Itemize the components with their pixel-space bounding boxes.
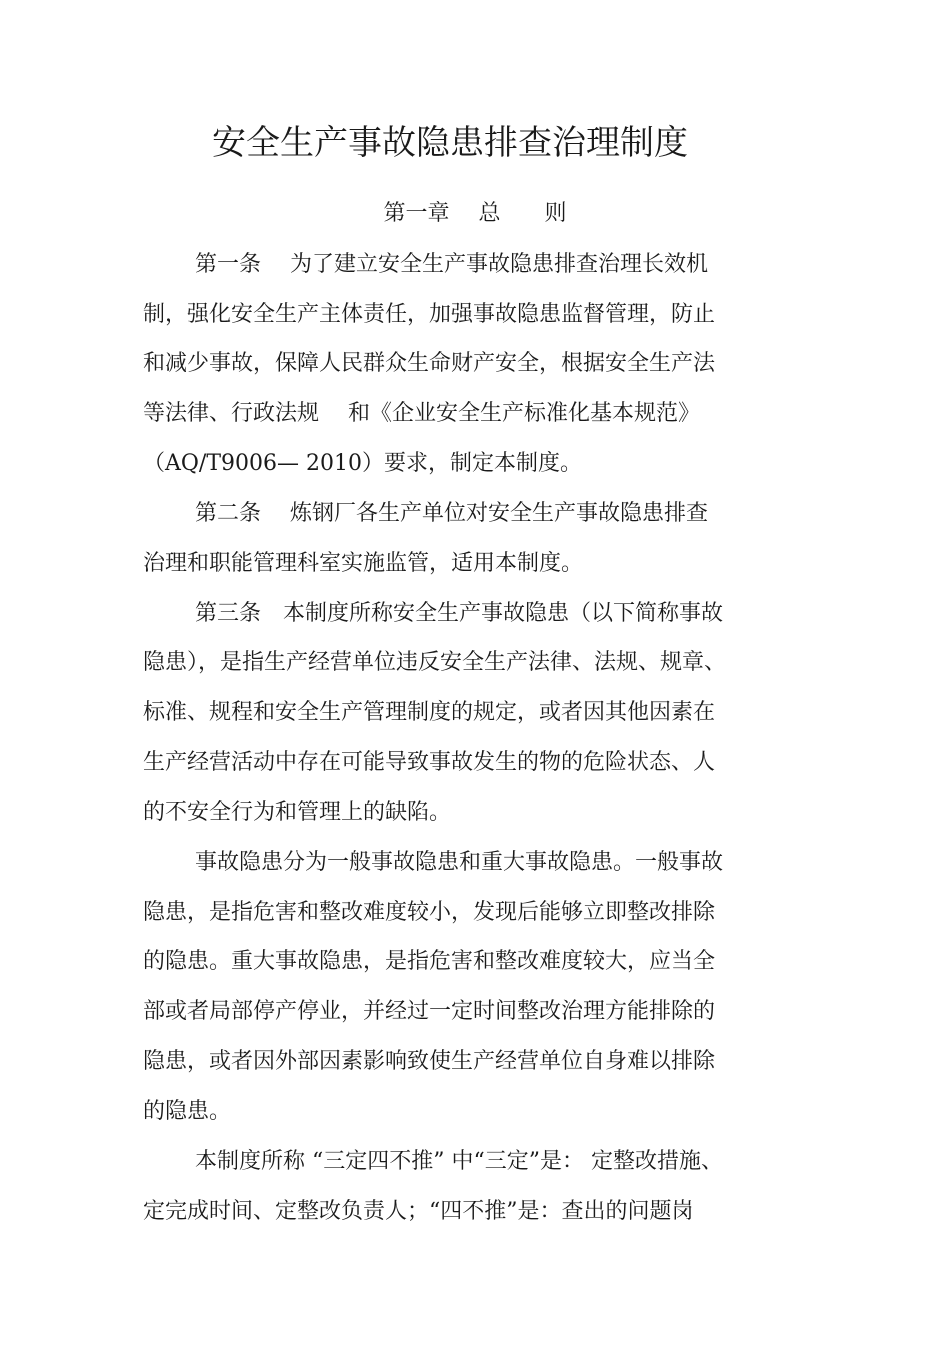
paragraph-line: 的不安全行为和管理上的缺陷。 [143,800,452,825]
paragraph-line: 的隐患。重大事故隐患，是指危害和整改难度较大，应当全 [143,949,716,974]
chapter-heading: 第一章 总 则 [383,201,567,226]
paragraph-line: 隐患），是指生产经营单位违反安全生产法律、法规、规章、 [143,650,727,675]
paragraph-line: 事故隐患分为一般事故隐患和重大事故隐患。一般事故 [195,850,724,875]
paragraph-line: 部或者局部停产停业，并经过一定时间整改治理方能排除的 [143,999,716,1024]
paragraph-line: （AQ/T9006— 2010）要求，制定本制度。 [143,451,582,476]
paragraph-line: 第三条 本制度所称安全生产事故隐患（以下简称事故 [195,601,724,626]
paragraph-line: 第一条 为了建立安全生产事故隐患排查治理长效机 [195,252,708,277]
paragraph-line: 的隐患。 [143,1099,232,1124]
paragraph-line: 本制度所称 “三定四不推” 中“三定”是： 定整改措施、 [195,1149,723,1174]
document-title: 安全生产事故隐患排查治理制度 [212,123,688,163]
paragraph-line: 制，强化安全生产主体责任，加强事故隐患监督管理，防止 [143,302,716,327]
paragraph-line: 定完成时间、定整改负责人；“四不推”是：查出的问题岗 [143,1199,694,1224]
paragraph-line: 和减少事故，保障人民群众生命财产安全，根据安全生产法 [143,351,716,376]
paragraph-line: 第二条 炼钢厂各生产单位对安全生产事故隐患排查 [195,501,708,526]
paragraph-line: 隐患，是指危害和整改难度较小，发现后能够立即整改排除 [143,900,716,925]
paragraph-line: 生产经营活动中存在可能导致事故发生的物的危险状态、人 [143,750,716,775]
paragraph-line: 标准、规程和安全生产管理制度的规定，或者因其他因素在 [143,700,716,725]
paragraph-line: 隐患，或者因外部因素影响致使生产经营单位自身难以排除 [143,1049,716,1074]
paragraph-line: 等法律、行政法规 和《企业安全生产标准化基本规范》 [143,401,700,426]
paragraph-line: 治理和职能管理科室实施监管，适用本制度。 [143,551,584,576]
